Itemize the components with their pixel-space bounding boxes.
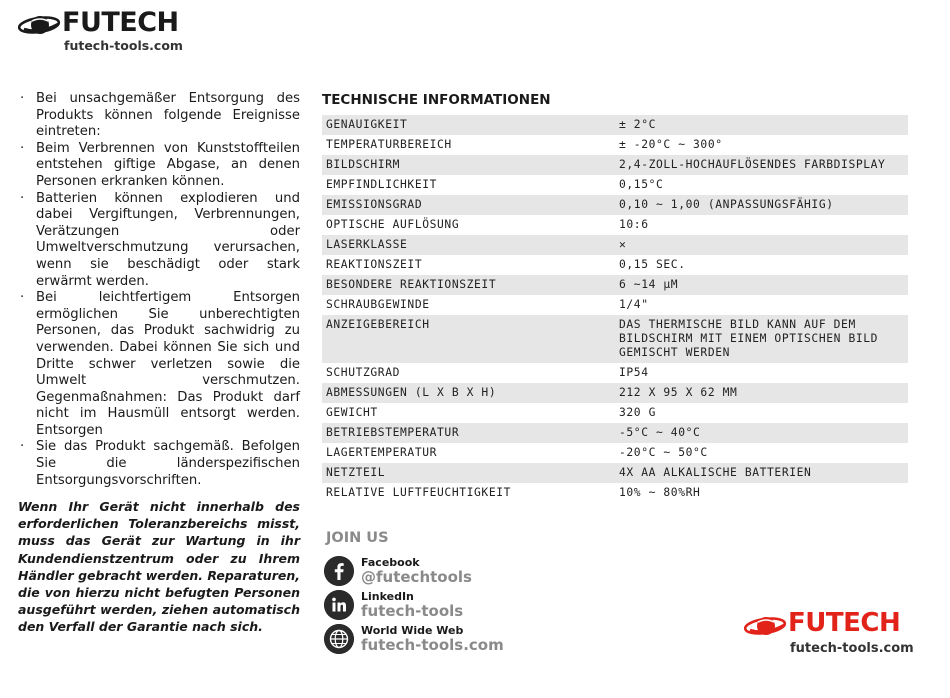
table-row	[322, 115, 908, 135]
spec-value: ± 2°C	[619, 118, 657, 131]
spec-key: RELATIVE LUFTFEUCHTIGKEIT	[326, 486, 512, 499]
table-row	[322, 255, 908, 275]
spec-value: -5°C ~ 40°C	[619, 426, 701, 439]
social-facebook[interactable]	[324, 556, 564, 588]
table-row	[322, 195, 908, 215]
spec-value: ✕	[619, 238, 627, 251]
linkedin-icon	[324, 590, 354, 620]
social-network-name: LinkedIn	[361, 590, 414, 603]
spec-key: GENAUIGKEIT	[326, 118, 408, 131]
spec-value: -20°C ~ 50°C	[619, 446, 708, 459]
spec-key: TEMPERATURBEREICH	[326, 138, 452, 151]
list-item: · Bei unsachgemäßer Entsorgung des Produkts können folgende Ereignisse eintreten:	[20, 91, 300, 140]
spec-key: ANZEIGEBEREICH	[326, 318, 430, 331]
spec-value: 212 X 95 X 62 MM	[619, 386, 738, 399]
planet-logo-icon	[18, 10, 64, 40]
disposal-section	[18, 91, 300, 489]
brand-url: futech-tools.com	[64, 38, 183, 53]
spec-key: EMISSIONSGRAD	[326, 198, 423, 211]
table-row	[322, 135, 908, 155]
spec-value: 320 G	[619, 406, 657, 419]
spec-value: ± -20°C ~ 300°	[619, 138, 723, 151]
brand-name: FUTECH	[788, 608, 901, 638]
header-logo	[18, 8, 218, 56]
social-handle[interactable]: futech-tools.com	[361, 636, 504, 654]
social-linkedin[interactable]	[324, 590, 564, 622]
table-row	[322, 483, 908, 503]
table-row	[322, 295, 908, 315]
table-row	[322, 443, 908, 463]
spec-value: 6 ~14 μM	[619, 278, 679, 291]
social-handle[interactable]: @futechtools	[361, 568, 472, 586]
spec-value: 1/4"	[619, 298, 649, 311]
spec-key: EMPFINDLICHKEIT	[326, 178, 438, 191]
table-row	[322, 235, 908, 255]
spec-value: 10% ~ 80%RH	[619, 486, 701, 499]
table-row	[322, 175, 908, 195]
table-row	[322, 315, 908, 363]
planet-logo-icon	[744, 611, 790, 641]
spec-key: LASERKLASSE	[326, 238, 408, 251]
list-item: · Beim Verbrennen von Kunststoffteilen entstehen giftige Abgase, an denen Personen erkranken können.	[20, 140, 300, 189]
spec-key: OPTISCHE AUFLÖSUNG	[326, 218, 460, 231]
social-network-name: World Wide Web	[361, 624, 464, 637]
table-row	[322, 275, 908, 295]
table-row	[322, 423, 908, 443]
spec-key: SCHRAUBGEWINDE	[326, 298, 430, 311]
disposal-list	[18, 91, 300, 489]
spec-value: 10:6	[619, 218, 649, 231]
spec-key: ABMESSUNGEN (L X B X H)	[326, 386, 497, 399]
table-row	[322, 463, 908, 483]
spec-key: BILDSCHIRM	[326, 158, 401, 171]
list-item: · Batterien können explodieren und dabei Vergiftungen, Verbrennungen, Verätzungen oder Umweltverschmutzung verursachen, wenn sie beschädigt oder stark erwärmt werden.	[20, 190, 300, 289]
brand-name: FUTECH	[62, 7, 179, 38]
spec-key: LAGERTEMPERATUR	[326, 446, 438, 459]
spec-key: NETZTEIL	[326, 466, 386, 479]
footer-logo	[744, 608, 934, 660]
spec-key: REAKTIONSZEIT	[326, 258, 423, 271]
specs-table	[322, 115, 908, 503]
table-row	[322, 155, 908, 175]
spec-value: 4X AA ALKALISCHE BATTERIEN	[619, 466, 812, 479]
spec-value: DAS THERMISCHE BILD KANN AUF DEM BILDSCHIRM MIT EINEM OPTISCHEN BILD GEMISCHT WERDEN	[619, 318, 879, 359]
spec-key: SCHUTZGRAD	[326, 366, 401, 379]
brand-url: futech-tools.com	[790, 641, 914, 656]
table-row	[322, 363, 908, 383]
list-item: · Bei leichtfertigem Entsorgen ermöglichen Sie unberechtigten Personen, das Produkt sachwidrig zu verwenden. Dabei können Sie sich und Dritte schwer verletzen sowie die Umwelt verschmutzen. Gegenmaßnahmen: Das Produkt darf nicht im Hausmüll entsorgt werden. Entsorgen	[20, 290, 300, 438]
spec-key: BESONDERE REAKTIONSZEIT	[326, 278, 497, 291]
facebook-icon	[324, 556, 354, 586]
table-row	[322, 403, 908, 423]
spec-key: BETRIEBSTEMPERATUR	[326, 426, 460, 439]
join-us-title: JOIN US	[326, 530, 389, 546]
spec-value: 0,15°C	[619, 178, 664, 191]
table-row	[322, 383, 908, 403]
social-website[interactable]	[324, 624, 564, 656]
spec-key: GEWICHT	[326, 406, 378, 419]
spec-value: 0,15 SEC.	[619, 258, 686, 271]
table-row	[322, 215, 908, 235]
spec-value: IP54	[619, 366, 649, 379]
warranty-warning: Wenn Ihr Gerät nicht innerhalb des erforderlichen Toleranzbereichs misst, muss das Gerät zur Wartung in ihr Kundendienstzentrum oder zu Ihrem Händler gebracht werden. Reparaturen, die von hierzu nicht befugten Personen ausgeführt werden, ziehen automatisch den Verfall der Garantie nach sich.	[18, 499, 300, 635]
spec-value: 0,10 ~ 1,00 (ANPASSUNGSFÄHIG)	[619, 198, 834, 211]
social-handle[interactable]: futech-tools	[361, 602, 464, 620]
spec-value: 2,4-ZOLL-HOCHAUFLÖSENDES FARBDISPLAY	[619, 158, 886, 171]
globe-icon	[324, 624, 354, 654]
social-network-name: Facebook	[361, 556, 420, 569]
list-item: · Sie das Produkt sachgemäß. Befolgen Sie die länderspezifischen Entsorgungsvorschriften.	[20, 439, 300, 488]
specs-title: TECHNISCHE INFORMATIONEN	[322, 92, 551, 108]
